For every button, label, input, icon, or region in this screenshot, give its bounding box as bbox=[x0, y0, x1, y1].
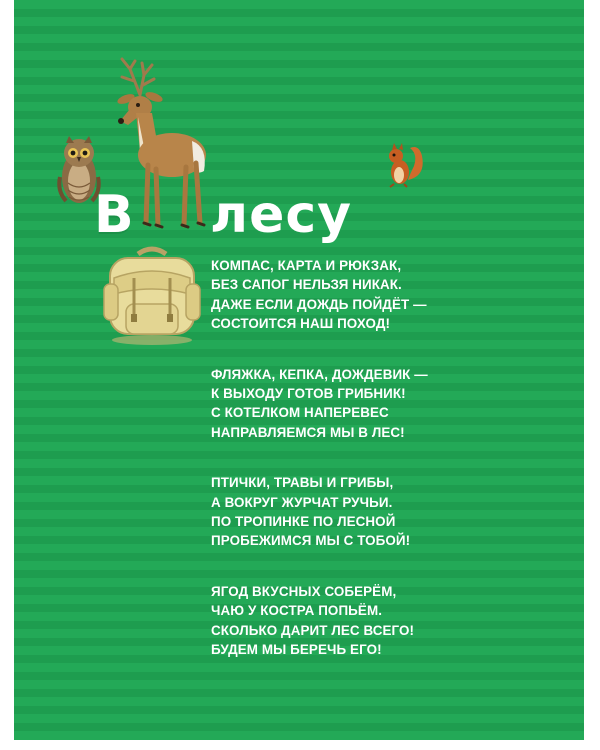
poem-line: ФЛЯЖКА, КЕПКА, ДОЖДЕВИК — bbox=[211, 366, 428, 382]
poem-line: А ВОКРУГ ЖУРЧАТ РУЧЬИ. bbox=[211, 494, 393, 510]
stanza bbox=[211, 473, 531, 551]
poem-line: С КОТЕЛКОМ НАПЕРЕВЕС bbox=[211, 405, 389, 421]
squirrel-illustration bbox=[382, 140, 424, 188]
poem-line: НАПРАВЛЯЕМСЯ МЫ В ЛЕС! bbox=[211, 424, 405, 440]
poem-line: К ВЫХОДУ ГОТОВ ГРИБНИК! bbox=[211, 386, 406, 402]
poem-line: ЯГОД ВКУСНЫХ СОБЕРЁМ, bbox=[211, 583, 397, 599]
title-word: лесу bbox=[210, 185, 353, 245]
poem-line: БЕЗ САПОГ НЕЛЬЗЯ НИКАК. bbox=[211, 277, 402, 293]
stanza bbox=[211, 256, 531, 334]
poem-line: ПО ТРОПИНКЕ ПО ЛЕСНОЙ bbox=[211, 514, 396, 530]
book-page bbox=[14, 0, 584, 740]
stanza bbox=[211, 365, 531, 443]
page-title bbox=[94, 185, 394, 255]
poem-line: ДАЖЕ ЕСЛИ ДОЖДЬ ПОЙДЁТ — bbox=[211, 296, 427, 312]
stanza bbox=[211, 582, 531, 660]
poem-line: ЧАЮ У КОСТРА ПОПЬЁМ. bbox=[211, 603, 383, 619]
poem-line: СКОЛЬКО ДАРИТ ЛЕС ВСЕГО! bbox=[211, 622, 415, 638]
poem-line: БУДЕМ МЫ БЕРЕЧЬ ЕГО! bbox=[211, 642, 382, 658]
poem-line: КОМПАС, КАРТА И РЮКЗАК, bbox=[211, 258, 402, 273]
poem-line: ПРОБЕЖИМСЯ МЫ С ТОБОЙ! bbox=[211, 533, 411, 549]
backpack-illustration bbox=[96, 244, 206, 349]
poem-line: СОСТОИТСЯ НАШ ПОХОД! bbox=[211, 316, 391, 332]
poem bbox=[211, 256, 531, 691]
title-first-letter: В bbox=[94, 185, 134, 245]
poem-line: ПТИЧКИ, ТРАВЫ И ГРИБЫ, bbox=[211, 475, 394, 491]
